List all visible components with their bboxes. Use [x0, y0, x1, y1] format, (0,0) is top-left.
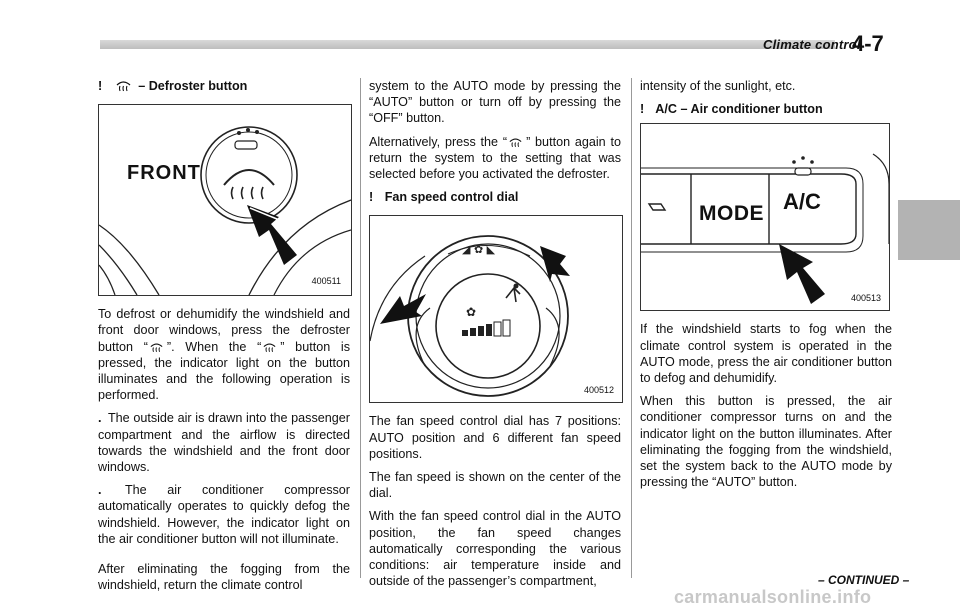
chapter-tab: [898, 200, 960, 260]
ac-label: A/C: [783, 189, 821, 215]
ac-figure: [640, 123, 890, 311]
svg-text:◢ ✿ ◣: ◢ ✿ ◣: [462, 243, 496, 257]
continued-label: – CONTINUED –: [818, 573, 910, 587]
ac-button-illustration: [641, 124, 889, 310]
column-1: [98, 78, 350, 600]
defroster-heading: [98, 78, 350, 94]
fan-positions-paragraph: The fan speed control dial has 7 positions: AUTO position and 6 different fan speed positions.: [369, 414, 621, 461]
defroster-text-c: ” button is pressed, the indicator light on the button illuminates and the following operation is performed.: [98, 339, 350, 403]
ac-heading: [640, 101, 892, 117]
bullet-text: The outside air is drawn into the passenger compartment and the airflow is directed towards the windshield and the front door windows.: [98, 411, 350, 475]
column-3: [640, 78, 892, 497]
ac-pressed-paragraph: When this button is pressed, the air conditioner compressor turns on and the indicator light on the button illuminates. After eliminating the fogging from the windshield, set the system back to the AUTO mode by pressing the “AUTO” button.: [640, 394, 892, 490]
ac-heading-text: A/C – Air conditioner button: [655, 102, 823, 117]
figure-code: 400513: [850, 293, 881, 304]
section-mark-icon: !: [369, 190, 374, 205]
defroster-text-a: To defrost or dehumidify the windshield and front door windows, press the defroster button “: [98, 307, 350, 354]
bullet-compressor: [98, 482, 350, 547]
bullet-icon: .: [98, 411, 102, 426]
defroster-icon: [116, 80, 131, 92]
defroster-illustration: [99, 105, 351, 295]
figure-code: 400511: [311, 276, 341, 286]
defroster-icon: [150, 342, 163, 353]
ac-defog-paragraph: If the windshield starts to fog when the climate control system is operated in the AUTO mode, press the air conditioner button to defog and dehumidify.: [640, 322, 892, 386]
front-label: FRONT: [127, 162, 201, 185]
fan-auto-paragraph: With the fan speed control dial in the AUTO position, the fan speed changes automatically corresponding the various conditions: air temperature inside and outside of the passenger’s compartment,: [369, 509, 621, 589]
defroster-figure: [98, 104, 352, 296]
section-title: Climate control: [763, 37, 861, 52]
defroster-heading-text: – Defroster button: [138, 79, 248, 93]
column-divider: [360, 78, 361, 578]
figure-code: 400512: [583, 385, 614, 396]
fan-speed-figure: [369, 215, 623, 403]
defroster-again-paragraph: [369, 134, 621, 183]
fan-speed-heading-text: Fan speed control dial: [384, 190, 519, 205]
defroster-again-text-a: Alternatively, press the “: [369, 134, 508, 149]
header-rule: [100, 40, 835, 49]
sunlight-paragraph: intensity of the sunlight, etc.: [640, 79, 796, 93]
svg-text:✿: ✿: [466, 305, 477, 320]
section-mark-icon: !: [640, 102, 645, 117]
fan-speed-heading: [369, 189, 621, 205]
column-divider: [631, 78, 632, 578]
bullet-icon: .: [98, 483, 102, 498]
defroster-paragraph: [98, 306, 350, 403]
defroster-again-text-b: ” button again to return the system to the setting that was selected before you activated the defroster.: [369, 134, 621, 182]
fan-dial-illustration: [370, 216, 622, 402]
defroster-icon: [509, 137, 522, 148]
defroster-return-paragraph: After eliminating the fogging from the windshield, return the climate control: [98, 562, 350, 593]
mode-label: MODE: [699, 202, 764, 226]
fan-center-paragraph: The fan speed is shown on the center of the dial.: [369, 470, 621, 501]
section-mark-icon: !: [98, 79, 103, 93]
bullet-outside-air: [98, 410, 350, 475]
defroster-icon: [263, 342, 276, 353]
watermark: carmanualsonline.info: [674, 587, 872, 607]
auto-mode-paragraph: system to the AUTO mode by pressing the “AUTO” button or turn off by pressing the “OFF” button.: [369, 79, 621, 126]
bullet-text: The air conditioner compressor automatically operates to quickly defog the windshield. However, the indicator light on the air conditioner button will not illuminate.: [98, 483, 350, 546]
defroster-text-b: ”. When the “: [166, 339, 262, 354]
page-number: 4-7: [852, 31, 884, 56]
column-2: [369, 78, 621, 596]
